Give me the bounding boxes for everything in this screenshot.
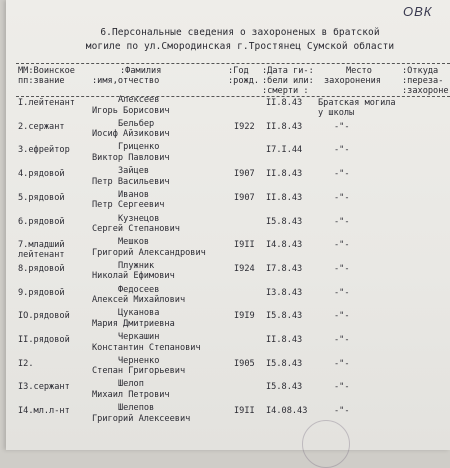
header-burial-place: Место захоронения — [324, 66, 381, 86]
rank-cell: 3.ефрейтор — [18, 145, 70, 156]
surname-cell: Алексеев — [118, 95, 160, 105]
surname-cell: Мешков — [118, 237, 150, 248]
death-date-cell: I7.I.44 — [266, 145, 303, 156]
given-names-cell: Петр Сергеевич — [92, 200, 165, 211]
given-names-cell: Алексей Михайлович — [92, 295, 186, 306]
surname-cell: Бельбер — [118, 118, 155, 129]
rank-cell: II.рядовой — [18, 335, 70, 345]
rank-cell: 2.сержант — [18, 121, 65, 132]
rank-cell: I.лейтенант — [18, 98, 75, 108]
death-date-cell: I7.8.43 — [266, 263, 303, 274]
table-row — [6, 403, 450, 436]
rank-cell: 4.рядовой — [18, 169, 65, 180]
surname-cell: Шелепов — [118, 403, 155, 414]
surname-cell: Черкашин — [118, 332, 160, 342]
death-date-cell: II.8.43 — [266, 98, 303, 108]
surname-cell: Цуканова — [118, 308, 160, 319]
given-names-cell: Григорий Александрович — [92, 247, 206, 258]
given-names-cell: Игорь Борисович — [92, 105, 170, 116]
rank-cell: 6.рядовой — [18, 216, 65, 227]
burial-place-cell: -"- — [334, 311, 350, 322]
given-names-cell: Мария Дмитриевна — [92, 318, 175, 329]
header-top-rule — [16, 63, 450, 64]
given-names-cell: Михаил Петрович — [92, 389, 170, 400]
death-date-cell: II.8.43 — [266, 169, 303, 180]
birth-year-cell: I907 — [234, 192, 255, 203]
surname-cell: Гриценко — [118, 142, 160, 153]
burial-place-cell: -"- — [334, 335, 350, 345]
given-names-cell: Виктор Павлович — [92, 152, 170, 163]
burial-place-cell: -"- — [334, 216, 350, 227]
given-names-cell: Константин Степанович — [92, 342, 201, 353]
burial-place-cell: -"- — [334, 263, 350, 274]
death-date-cell: I5.8.43 — [266, 358, 303, 369]
surname-cell: Черненко — [118, 355, 160, 366]
rank-cell-line-2: лейтенант — [18, 249, 65, 260]
death-date-cell: I4.8.43 — [266, 240, 303, 251]
birth-year-cell: I905 — [234, 358, 255, 369]
death-date-cell: II.8.43 — [266, 335, 303, 345]
header-number-rank: ММ:Воинское пп:звание — [18, 66, 75, 86]
archive-stamp: ОВК — [403, 4, 433, 19]
faint-seal — [302, 420, 350, 468]
death-date-cell: I5.8.43 — [266, 382, 303, 393]
birth-year-cell: I9II — [234, 240, 255, 251]
rank-cell: 5.рядовой — [18, 192, 65, 203]
header-death-date: :Дата ги-: :бели или: :смерти : — [262, 66, 314, 96]
given-names-cell: Петр Васильевич — [92, 176, 170, 187]
death-date-cell: II.8.43 — [266, 121, 303, 132]
rank-cell: 9.рядовой — [18, 287, 65, 298]
rank-cell: I4.мл.л-нт — [18, 406, 70, 417]
burial-place-cell: -"- — [334, 192, 350, 203]
document-page — [6, 0, 450, 450]
document-title-line-2: могиле по ул.Смородинская г.Тростянец Сумской области — [85, 41, 395, 52]
burial-place-cell: -"- — [334, 240, 350, 251]
death-date-cell: I5.8.43 — [266, 216, 303, 227]
death-date-cell: I4.08.43 — [266, 406, 308, 417]
given-names-cell: Николай Ефимович — [92, 271, 175, 282]
surname-cell: Шелоп — [118, 379, 144, 390]
surname-cell: Плужник — [118, 260, 155, 271]
header-name: :Фамилия :имя,отчество — [92, 66, 162, 86]
given-names-cell: Сергей Степанович — [92, 224, 180, 234]
surname-cell: Зайцев — [118, 166, 150, 177]
death-date-cell: I3.8.43 — [266, 287, 303, 298]
given-names-cell: Григорий Алексеевич — [92, 413, 191, 424]
death-date-cell: I5.8.43 — [266, 311, 303, 322]
given-names-cell: Иосиф Айзикович — [92, 129, 170, 140]
burial-place-cell-line-2: у школы — [318, 107, 355, 118]
rank-cell: IO.рядовой — [18, 311, 70, 322]
surname-cell: Иванов — [118, 189, 150, 200]
burial-place-cell: -"- — [334, 121, 350, 132]
burial-place-cell: -"- — [334, 406, 350, 417]
birth-year-cell: I907 — [234, 169, 255, 180]
rank-cell: 7.младший — [18, 240, 65, 251]
rank-cell: I3.сержант — [18, 382, 70, 393]
rank-cell: 8.рядовой — [18, 263, 65, 274]
burial-place-cell: -"- — [334, 145, 350, 156]
birth-year-cell: I9I9 — [234, 311, 255, 322]
burial-place-cell: -"- — [334, 358, 350, 369]
header-reburied-from: :Откуда :переза- :захороне — [402, 66, 449, 96]
birth-year-cell: I924 — [234, 263, 255, 274]
document-title-line-1: 6.Персональные сведения о захороненых в братской — [100, 27, 380, 38]
burial-place-cell: -"- — [334, 382, 350, 393]
header-birth-year: :Год :рожд. — [228, 66, 260, 86]
birth-year-cell: I922 — [234, 121, 255, 132]
surname-cell: Кузнецов — [118, 213, 160, 224]
birth-year-cell: I9II — [234, 406, 255, 417]
death-date-cell: II.8.43 — [266, 192, 303, 203]
surname-cell: Федосеев — [118, 284, 160, 295]
rank-cell: I2. — [18, 358, 34, 369]
given-names-cell: Степан Григорьевич — [92, 366, 186, 377]
header-bottom-rule — [16, 96, 450, 97]
burial-place-cell: Братская могила — [318, 98, 396, 108]
burial-place-cell: -"- — [334, 169, 350, 180]
burial-place-cell: -"- — [334, 287, 350, 298]
